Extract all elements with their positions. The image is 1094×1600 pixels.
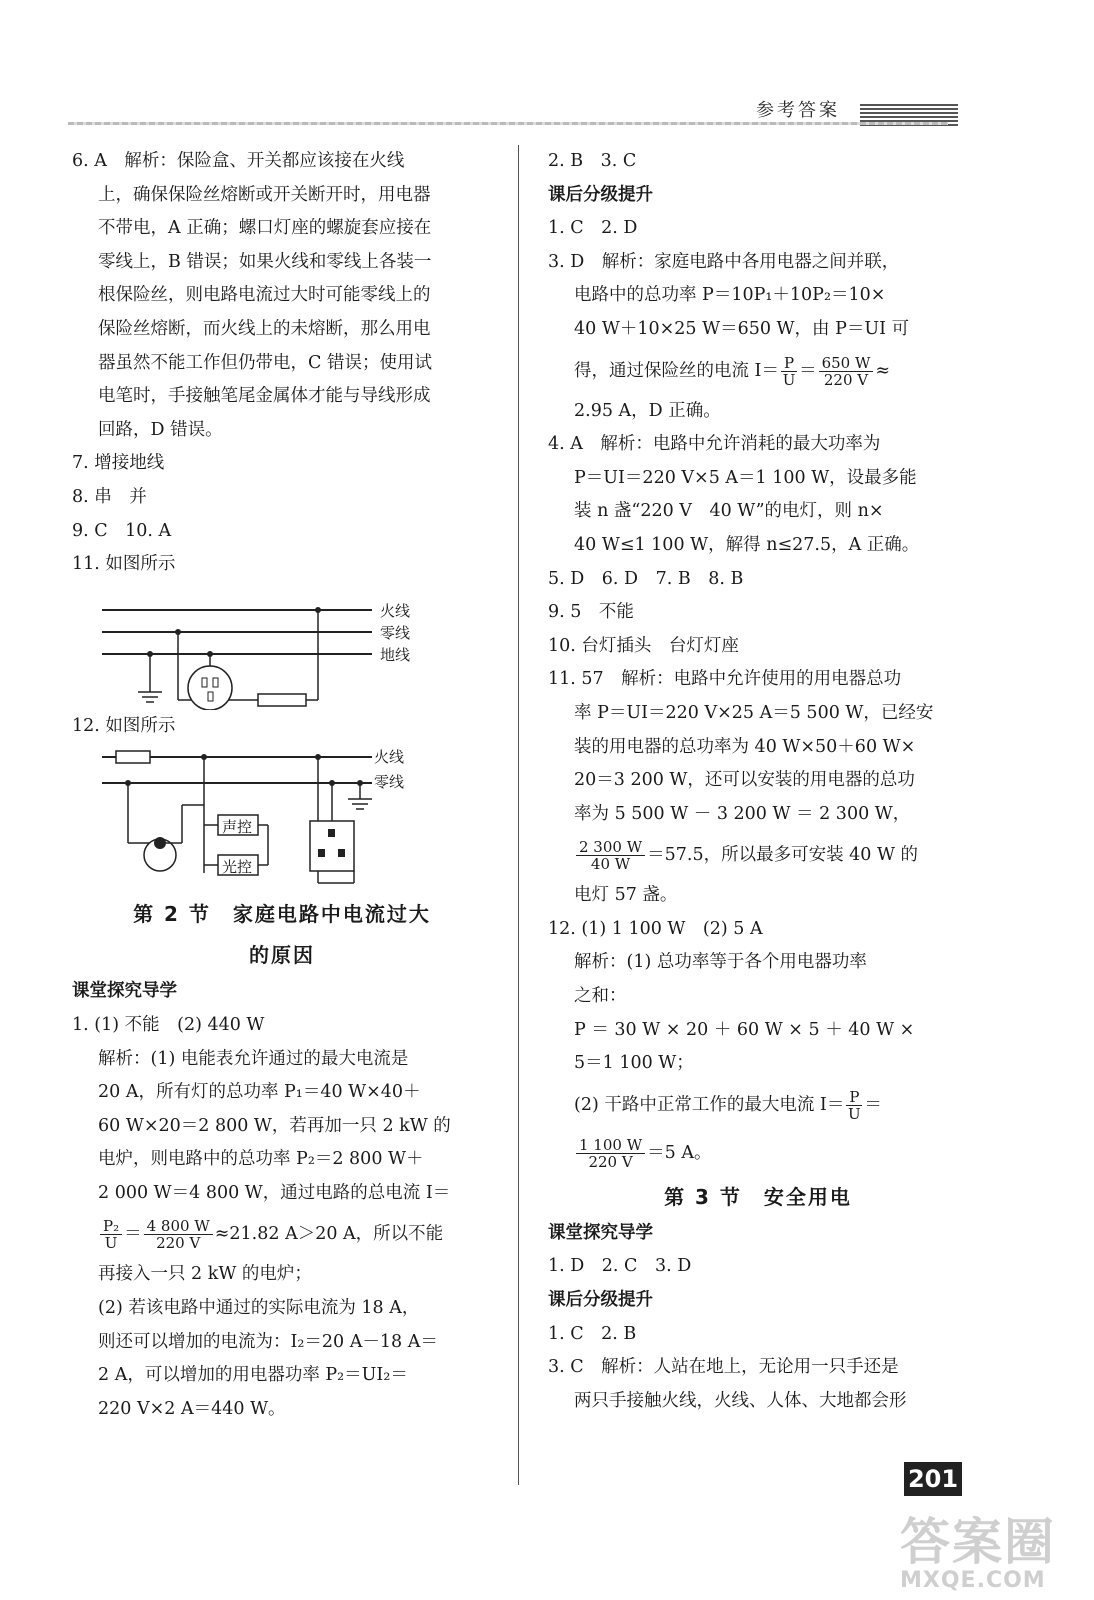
- label-neutral-wire: 零线: [374, 773, 405, 792]
- subsection-heading: 课后分级提升: [548, 1290, 653, 1311]
- answer-line: 11. 57 解析：电路中允许使用的用电器总功: [548, 669, 902, 690]
- answer-line: 再接入一只 2 kW 的电炉；: [98, 1264, 312, 1285]
- answer-line: 电灯 57 盏。: [574, 885, 678, 906]
- answer-line-fraction: (2) 干路中正常工作的最大电流 I＝ $\frac{P}{U}$ ＝: [574, 1087, 882, 1123]
- answer-line: 之和：: [574, 986, 627, 1007]
- subsection-heading: 课堂探究导学: [72, 981, 177, 1002]
- answer-line: 11. 如图所示: [72, 554, 176, 575]
- answer-line-fraction: $\frac{\text{P₂}}{U}$ ＝ $\frac{4 800 W}{220 V}$ ≈21.82 A＞20 A，所以不能: [72, 1210, 492, 1258]
- answer-line: 电炉，则电路中的总功率 P₂＝2 800 W＋: [98, 1149, 424, 1170]
- answer-line: 上，确保保险丝熔断或开关断开时，用电器: [98, 184, 431, 205]
- answer-line: 8. 串 并: [72, 486, 147, 507]
- answer-line: 12. 如图所示: [72, 715, 176, 736]
- circuit-diagram-11: [72, 582, 492, 710]
- answer-line: 7. 增接地线: [72, 453, 165, 474]
- circuit-diagram-12: [72, 743, 492, 893]
- left-column: [72, 145, 492, 1426]
- answer-line-fraction: $\frac{1 100 W}{220 V}$ ＝5 A。: [548, 1129, 968, 1177]
- answer-line: 1. C 2. D: [548, 218, 638, 239]
- subsection-heading: 课后分级提升: [548, 184, 653, 205]
- page-number: 201: [904, 1462, 962, 1496]
- fraction: $\frac{1 100 W}{220 V}$: [576, 1137, 645, 1170]
- answer-line: 2.95 A，D 正确。: [574, 400, 721, 421]
- fraction: $\frac{P}{U}$: [848, 1087, 861, 1123]
- subsection-heading: 课堂探究导学: [548, 1222, 653, 1243]
- figure-11-circuit: [72, 582, 492, 710]
- figure-12-circuit: [72, 743, 492, 893]
- answer-line: 40 W≤1 100 W，解得 n≤27.5，A 正确。: [574, 534, 920, 555]
- answer-line: 10. 台灯插头 台灯灯座: [548, 635, 739, 656]
- header-title: 参考答案: [756, 100, 840, 121]
- answer-line-fraction: $\frac{2 300 W}{40 W}$ ＝57.5，所以最多可安装 40 W 的: [548, 831, 968, 879]
- watermark: [900, 1502, 1056, 1593]
- answer-line: 9. C 10. A: [72, 520, 172, 541]
- fraction: $\frac{4 800 W}{220 V}$: [144, 1218, 213, 1251]
- answer-line: 2 000 W＝4 800 W，通过电路的总电流 I＝: [98, 1182, 451, 1203]
- answer-line: 20＝3 200 W，还可以安装的用电器的总功: [574, 770, 915, 791]
- answer-line-fraction: 得，通过保险丝的电流 I＝ $\frac{P}{U}$ ＝ $\frac{650 W}{220 V}$ ≈: [574, 353, 891, 389]
- answer-line: 不带电，A 正确；螺口灯座的螺旋套应接在: [98, 218, 432, 239]
- answer-line: 1. (1) 不能 (2) 440 W: [72, 1014, 265, 1035]
- watermark-site: MXQE.COM: [900, 1568, 1046, 1593]
- answer-line: 保险丝熔断，而火线上的未熔断，那么用电: [98, 318, 431, 339]
- label-live-wire: 火线: [374, 748, 405, 767]
- answer-line: 40 W＋10×25 W＝650 W，由 P＝UI 可: [574, 318, 910, 339]
- answer-line: 装 n 盏“220 V 40 W”的电灯，则 n×: [574, 501, 884, 522]
- answer-line: 率为 5 500 W － 3 200 W ＝ 2 300 W，: [574, 803, 911, 824]
- watermark-logo: 答案圈: [900, 1513, 1056, 1571]
- answer-line: 解析：(1) 电能表允许通过的最大电流是: [98, 1048, 409, 1069]
- answer-line: P ＝ 30 W × 20 ＋ 60 W × 5 ＋ 40 W ×: [574, 1019, 915, 1040]
- answer-line: 电笔时，手接触笔尾金属体才能与导线形成: [98, 386, 431, 407]
- answer-line: P＝UI＝220 V×5 A＝1 100 W，设最多能: [574, 467, 917, 488]
- section-2-title-cont: 的原因: [249, 943, 315, 968]
- answer-line: 6. A 解析：保险盒、开关都应该接在火线: [72, 151, 405, 171]
- answer-line: 4. A 解析：电路中允许消耗的最大功率为: [548, 434, 881, 455]
- answer-line: 装的用电器的总功率为 40 W×50＋60 W×: [574, 736, 916, 757]
- label-sound-switch: 声控: [222, 818, 253, 837]
- header-rule: [68, 122, 948, 125]
- answer-line: 3. D 解析：家庭电路中各用电器之间并联，: [548, 251, 900, 272]
- column-divider: [518, 145, 519, 1485]
- answer-line: (2) 若该电路中通过的实际电流为 18 A，: [98, 1298, 420, 1319]
- answer-line: 5＝1 100 W；: [574, 1053, 694, 1074]
- answer-line: 220 V×2 A＝440 W。: [98, 1398, 286, 1419]
- fraction: $\frac{P}{U}$: [782, 353, 796, 389]
- answer-line: 9. 5 不能: [548, 602, 634, 623]
- section-3-title: 第 3 节 安全用电: [664, 1184, 852, 1209]
- answer-line: 器虽然不能工作但仍带电，C 错误；使用试: [98, 352, 432, 373]
- answer-line: 电路中的总功率 P＝10P₁＋10P₂＝10×: [574, 285, 886, 306]
- section-2-title: 第 2 节 家庭电路中电流过大: [133, 902, 431, 927]
- fraction: $\frac{2 300 W}{40 W}$: [576, 839, 645, 872]
- fraction: $\frac{650 W}{220 V}$: [819, 355, 874, 388]
- label-light-switch: 光控: [222, 858, 253, 877]
- answer-line: 零线上，B 错误；如果火线和零线上各装一: [98, 251, 432, 272]
- answer-line: 回路，D 错误。: [98, 419, 223, 440]
- answer-line: 1. C 2. B: [548, 1323, 637, 1344]
- label-ground-wire: 地线: [380, 645, 411, 664]
- fraction: $\frac{\text{P₂}}{U}$: [100, 1218, 122, 1251]
- answer-line: 则还可以增加的电流为：I₂＝20 A－18 A＝: [98, 1331, 438, 1352]
- answer-line: 2 A，可以增加的用电器功率 P₂＝UI₂＝: [98, 1365, 408, 1386]
- right-column: [548, 145, 968, 1418]
- answer-line: 20 A，所有灯的总功率 P₁＝40 W×40＋: [98, 1082, 421, 1103]
- answer-line: 60 W×20＝2 800 W，若再加一只 2 kW 的: [98, 1115, 451, 1136]
- answer-line: 5. D 6. D 7. B 8. B: [548, 568, 744, 589]
- answer-line: 12. (1) 1 100 W (2) 5 A: [548, 918, 763, 939]
- answer-line: 解析：(1) 总功率等于各个用电器功率: [574, 952, 867, 973]
- answer-line: 3. C 解析：人站在地上，无论用一只手还是: [548, 1357, 899, 1378]
- answer-line: 1. D 2. C 3. D: [548, 1256, 692, 1277]
- answer-line: 率 P＝UI＝220 V×25 A＝5 500 W，已经安: [574, 702, 934, 723]
- answer-line: 2. B 3. C: [548, 151, 637, 171]
- answer-line: 根保险丝，则电路电流过大时可能零线上的: [98, 285, 431, 306]
- label-live-wire: 火线: [380, 601, 411, 620]
- answer-line: 两只手接触火线，火线、人体、大地都会形: [574, 1390, 907, 1411]
- label-neutral-wire: 零线: [380, 623, 411, 642]
